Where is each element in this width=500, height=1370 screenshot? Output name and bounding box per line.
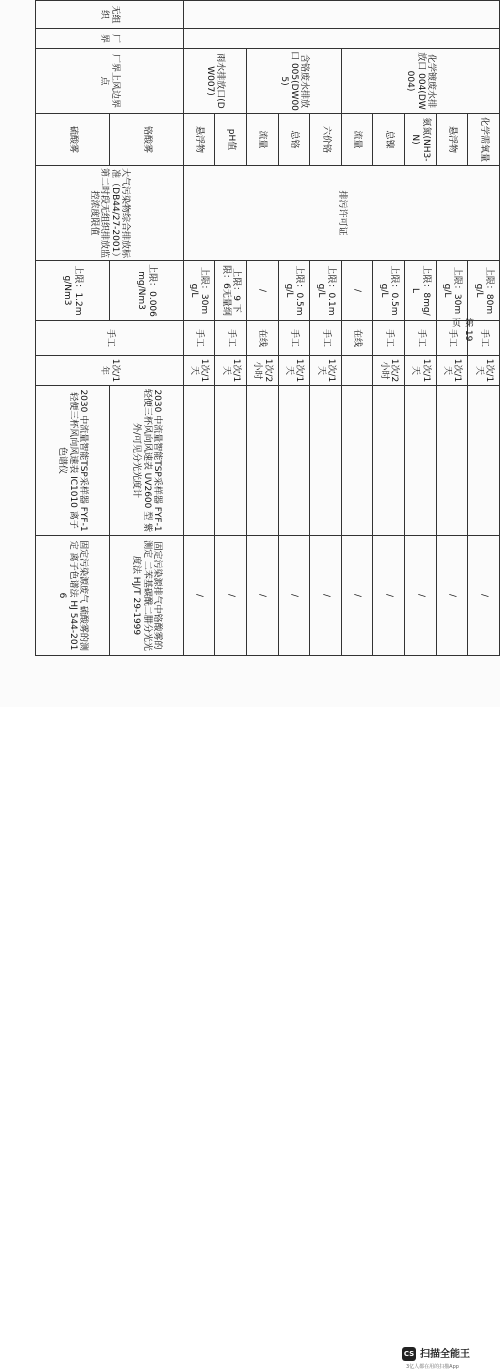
pollutant-cell: 铬酸雾 [109,114,183,166]
outlet-cell: 化学镀废水排放口 004(DW004) [341,49,499,114]
mode-cell: 在线 [247,321,279,356]
analysis-method-cell: / [310,536,342,656]
scanner-logo-icon: CS [402,1347,416,1361]
limit-cell: 上限：0.5mg/L [278,261,310,321]
mode-cell: 手工 [436,321,468,356]
standard-cell: 排污许可证 [183,166,499,261]
table-row [109,1,183,656]
limit-cell: 上限：30mg/L [183,261,215,321]
mode-cell: 手工 [36,321,184,356]
analysis-method-cell: / [278,536,310,656]
method-cell [436,386,468,536]
pollutant-cell: 悬浮物 [436,114,468,166]
category-cell: 无组织 [36,1,184,29]
frequency-cell [341,356,373,386]
limit-cell: 上限：80mg/L [468,261,500,321]
method-cell: 2030 中流量智能TSP采样器 FYF-1 轻便三杯风向风速表 UV2600 型 紫外/可见分光光度计 [109,386,183,536]
method-cell [373,386,405,536]
table-row [215,1,247,656]
pollutant-cell: pH值 [215,114,247,166]
scanner-footer [0,672,500,1370]
frequency-cell: 1次/2小时 [247,356,279,386]
mode-cell: 手工 [310,321,342,356]
pollutant-cell: 氨氮(NH3-N) [405,114,437,166]
standard-cell: 大气污染物综合排放标准（DB44/27-2001）第二时段无组织排放监控浓度限值 [36,166,184,261]
method-cell [468,386,500,536]
rotated-table-stage [35,0,500,655]
analysis-method-cell: / [405,536,437,656]
mode-cell: 手工 [373,321,405,356]
outlet-cell: 厂界上风边界点 [36,49,184,114]
analysis-method-cell: / [468,536,500,656]
limit-cell: 上限：1.2mg/Nm3 [36,261,110,321]
analysis-method-cell: / [247,536,279,656]
category-cell [183,1,499,29]
method-cell [215,386,247,536]
subcategory-cell [183,29,499,49]
limit-cell: 上限：0.1mg/L [310,261,342,321]
pollutant-cell: 总铬 [278,114,310,166]
outlet-cell: 雨水排放口(DW007) [183,49,246,114]
analysis-method-cell: / [215,536,247,656]
method-cell [183,386,215,536]
limit-cell: / [341,261,373,321]
limit-cell: 上限：0.5mg/L [373,261,405,321]
frequency-cell: 1次/1天 [183,356,215,386]
analysis-method-cell: / [183,536,215,656]
limit-cell: 上限：8mg/L [405,261,437,321]
table-body [36,1,500,656]
limit-cell: 上限：0.006mg/Nm3 [109,261,183,321]
analysis-method-cell: 固定污染源废气 硫酸雾的测定 离子色谱法 HJ 544-2016 [36,536,110,656]
monitoring-table [35,0,500,656]
pollutant-cell: 总镍 [373,114,405,166]
outlet-cell: 含铬废水排放口 005(DW005) [247,49,342,114]
method-cell [278,386,310,536]
limit-cell: 上限：9 下限：6无量纲 [215,261,247,321]
method-cell [341,386,373,536]
method-cell [310,386,342,536]
mode-cell: 在线 [341,321,373,356]
mode-cell: 手工 [468,321,500,356]
frequency-cell: 1次/1天 [405,356,437,386]
analysis-method-cell: / [373,536,405,656]
limit-cell: / [247,261,279,321]
frequency-cell: 1次/1天 [468,356,500,386]
method-cell [405,386,437,536]
frequency-cell: 1次/1天 [310,356,342,386]
mode-cell: 手工 [215,321,247,356]
frequency-cell: 1次/1年 [36,356,184,386]
pollutant-cell: 硫酸雾 [36,114,110,166]
scanner-brand: 扫描全能王 [420,1349,470,1360]
method-cell [247,386,279,536]
frequency-cell: 1次/2小时 [373,356,405,386]
analysis-method-cell: 固定污染源排气中铬酸雾的测定 二苯基碳酰二肼分光光度法 HJ/T 29-1999 [109,536,183,656]
page-number: 第 19 页 [450,318,473,342]
scanner-tagline: 3亿人都在用的扫描App [406,1364,459,1370]
mode-cell: 手工 [278,321,310,356]
analysis-method-cell: / [436,536,468,656]
subcategory-cell: 厂界 [36,29,184,49]
frequency-cell: 1次/1天 [215,356,247,386]
mode-cell: 手工 [183,321,215,356]
mode-cell: 手工 [405,321,437,356]
analysis-method-cell: / [341,536,373,656]
pollutant-cell: 化学需氧量 [468,114,500,166]
pollutant-cell: 流量 [247,114,279,166]
pollutant-cell: 六价铬 [310,114,342,166]
table-row [310,1,342,656]
frequency-cell: 1次/1天 [278,356,310,386]
frequency-cell: 1次/1天 [436,356,468,386]
method-cell: 2030 中流量智能TSP采样器 FYF-1 轻便三杯风向风速表 IC1010 离子色谱仪 [36,386,110,536]
pollutant-cell: 悬浮物 [183,114,215,166]
limit-cell: 上限：30mg/L [436,261,468,321]
pollutant-cell: 流量 [341,114,373,166]
